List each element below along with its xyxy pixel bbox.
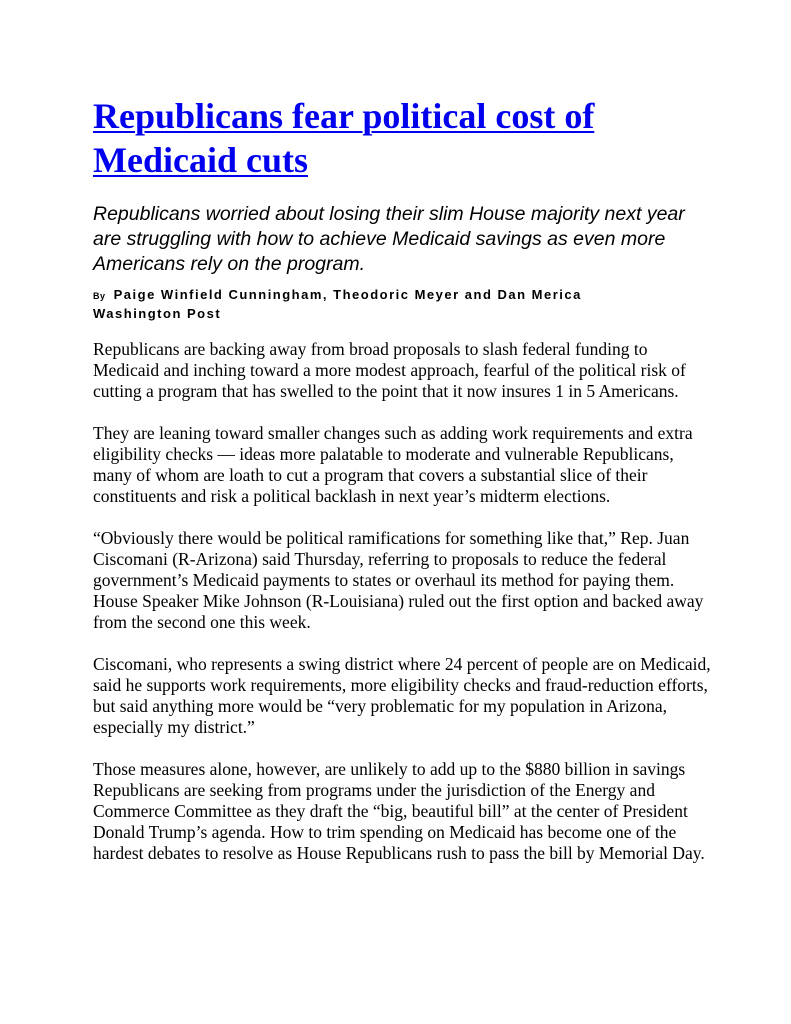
article-body [93, 339, 713, 864]
article-paragraph: “Obviously there would be political ramifications for something like that,” Rep. Juan Ciscomani (R-Arizona) said Thursday, referring to proposals to reduce the federal government’s Medicaid payments to states or overhaul its method for paying them. House Speaker Mike Johnson (R-Louisiana) ruled out the first option and backed away from the second one this week. [93, 528, 704, 632]
byline-authors-line [93, 286, 713, 305]
article-paragraph: Republicans are backing away from broad proposals to slash federal funding to Medicaid and inching toward a more modest approach, fearful of the political risk of cutting a program that has swelled to the point that it now insures 1 in 5 Americans. [93, 339, 686, 401]
article-paragraph: Those measures alone, however, are unlikely to add up to the $880 billion in savings Republicans are seeking from programs under the jurisdiction of the Energy and Commerce Committee as they draft the “big, beautiful bill” at the center of President Donald Trump’s agenda. How to trim spending on Medicaid has become one of the hardest debates to resolve as House Republicans rush to pass the bill by Memorial Day. [93, 759, 705, 863]
byline-publication: Washington Post [93, 306, 222, 321]
article-paragraph: They are leaning toward smaller changes such as adding work requirements and extra eligibility checks — ideas more palatable to moderate and vulnerable Republicans, many of whom are loath to cut a program that covers a substantial slice of their constituents and risk a political backlash in next year’s midterm elections. [93, 423, 693, 506]
byline [93, 286, 713, 323]
article-paragraph: Ciscomani, who represents a swing district where 24 percent of people are on Medicaid, said he supports work requirements, more eligibility checks and fraud-reduction efforts, but said anything more would be “very problematic for my population in Arizona, especially my district.” [93, 654, 711, 737]
headline-link[interactable]: Republicans fear political cost of Medicaid cuts [93, 96, 595, 180]
article [93, 94, 713, 885]
article-dek: Republicans worried about losing their slim House majority next year are struggling with how to achieve Medicaid savings as even more Americans rely on the program. [93, 203, 685, 275]
byline-authors: Paige Winfield Cunningham, Theodoric Meyer and Dan Merica [113, 287, 582, 302]
byline-prefix: By [93, 291, 106, 301]
